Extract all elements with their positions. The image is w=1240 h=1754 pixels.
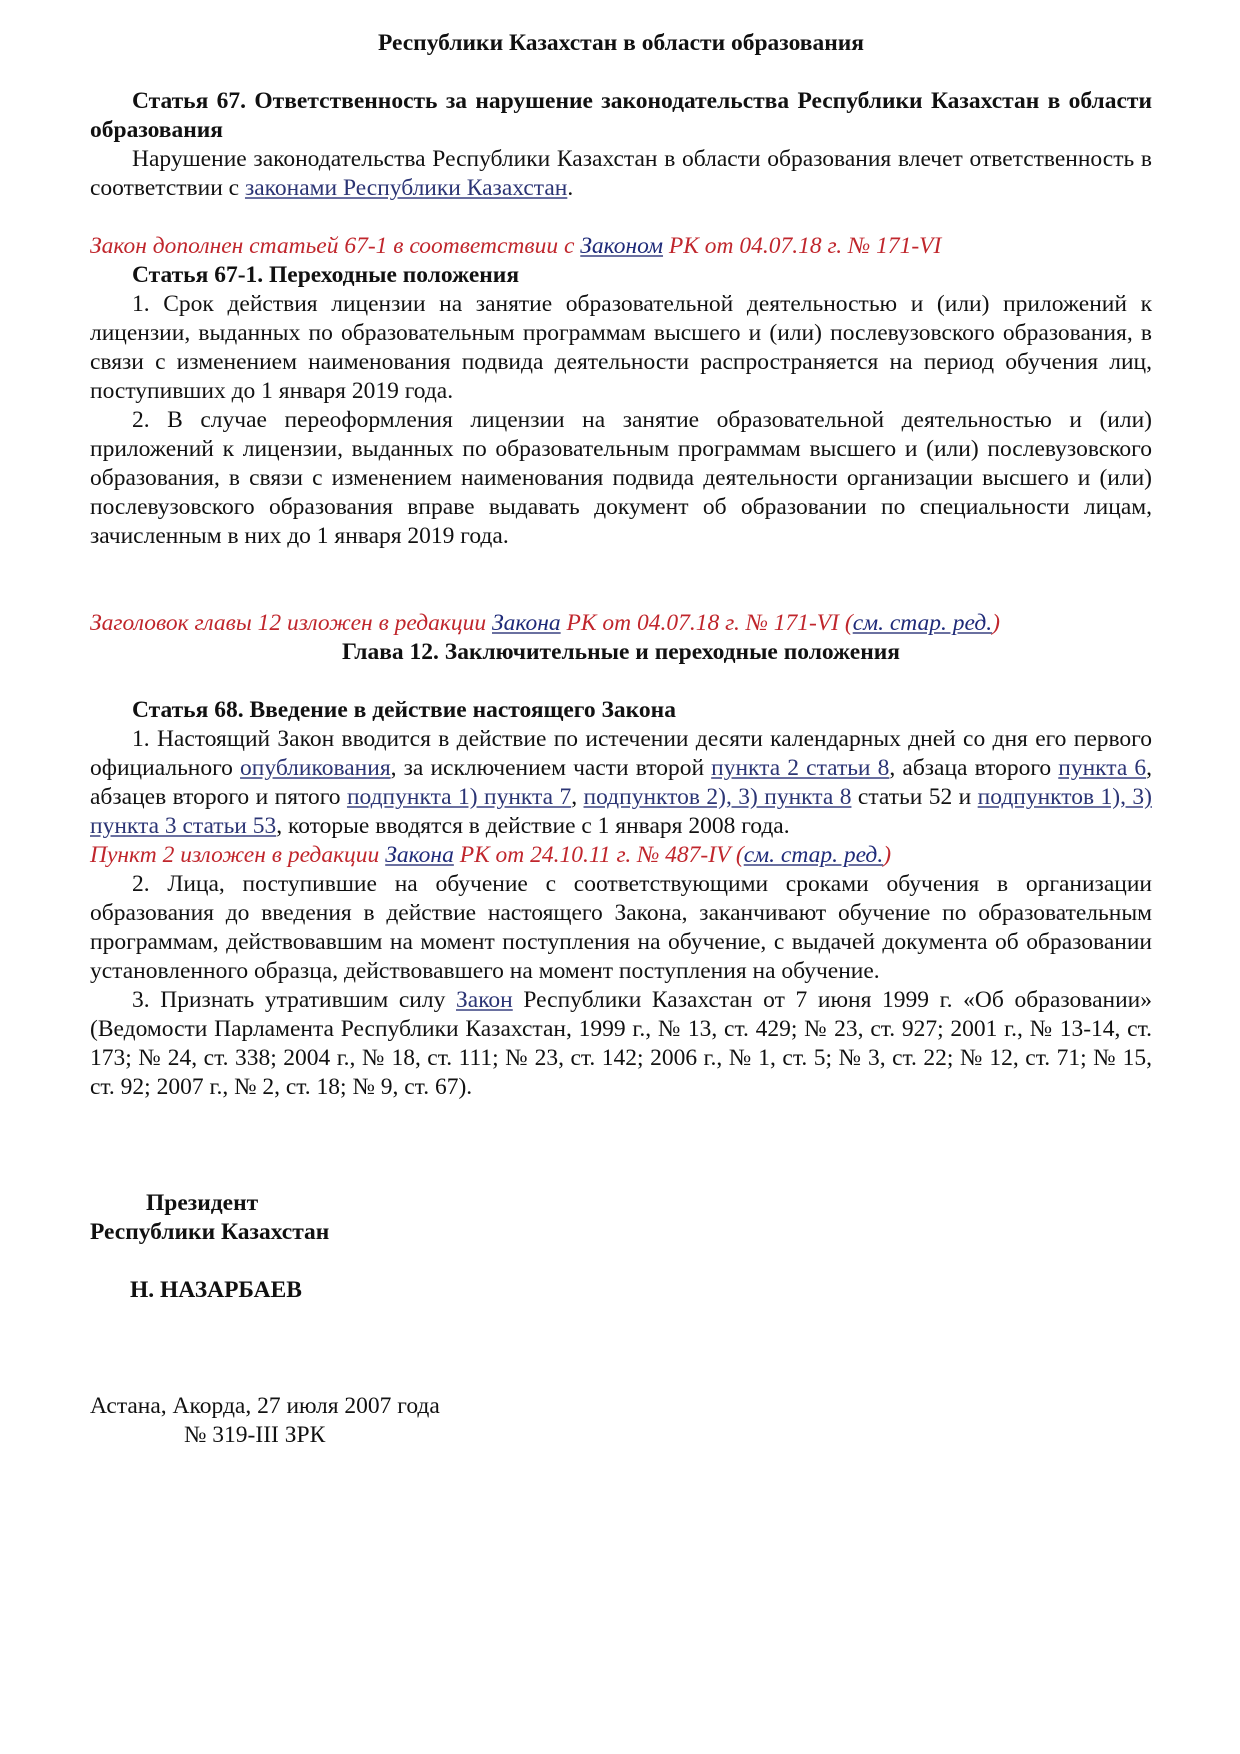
note-text: Пункт 2 изложен в редакции [90, 842, 386, 868]
spacer [90, 1102, 1152, 1189]
old-edition-link-item-2[interactable]: см. стар. ред. [743, 842, 884, 868]
place-date: Астана, Акорда, 27 июля 2007 года [90, 1393, 440, 1419]
law-number: № 319-III ЗРК [184, 1422, 326, 1448]
item-text: Республики Казахстан от 7 июня 1999 г. «Об образовании» (Ведомости Парламента Республики Казахстан, 1999 г., № 13, ст. 429; № 23, ст. 927; 2001 г., № 13-14, ст. 173; № 24, ст. 338; 2004 г., № 18, ст. 111; № 23, ст. 142; 2006 г., № 1, ст. 5; № 3, ст. 22; № 12, ст. 71; № 15, ст. 92; 2007 г., № 2, ст. 18; № 9, ст. 67). [90, 987, 1152, 1100]
header-continuation: Республики Казахстан в области образования [377, 30, 865, 56]
signature-name: Н. НАЗАРБАЕВ [130, 1277, 302, 1303]
note-text-end: РК от 04.07.18 г. № 171-VI [663, 233, 942, 259]
law-1999-link[interactable]: Закон [456, 987, 513, 1013]
item-text: , которые вводятся в действие с 1 января 2008 года. [276, 813, 790, 839]
spacer [90, 551, 1152, 609]
item-text: 3. Признать утратившим силу [132, 987, 456, 1013]
item-text: статьи 52 и [851, 784, 978, 810]
spacer [90, 1305, 1152, 1392]
point-6-link[interactable]: пункта 6 [1058, 755, 1147, 781]
subpoint-1-point-7-link[interactable]: подпункта 1) пункта 7 [346, 784, 572, 810]
note-text-middle: РК от 04.07.18 г. № 171-VI ( [560, 610, 853, 636]
article-67-text-part: Нарушение законодательства Республики Казахстан в области образования влечет ответственность в соответствии с [90, 146, 1152, 201]
law-link-04-07-18[interactable]: Законом [580, 233, 664, 259]
article-68-title: Статья 68. Введение в действие настоящего Закона [132, 697, 676, 723]
note-text-end: ) [883, 842, 892, 868]
spacer [90, 58, 1152, 87]
document-page [90, 29, 1152, 1450]
spacer [90, 203, 1152, 232]
amendment-note-item-2 [90, 841, 1152, 870]
chapter-12-title: Глава 12. Заключительные и переходные положения [341, 639, 901, 665]
article-68-item-2: 2. Лица, поступившие на обучение с соответствующими сроками обучения в организации образования до введения в действие настоящего Закона, заканчивают обучение по образовательным программам, действовавшим на момент поступления на обучение, с выдачей документа об образовании установленного образца, действовавшего на момент поступления на обучение. [90, 871, 1152, 984]
point-2-article-8-link[interactable]: пункта 2 статьи 8 [711, 755, 890, 781]
item-text: , абзаца второго [889, 755, 1059, 781]
law-link-24-10-11[interactable]: Закона [385, 842, 454, 868]
article-67-1-item-1: 1. Срок действия лицензии на занятие образовательной деятельностью и (или) приложений к лицензии, выданных по образовательным программам высшего и (или) послевузовского образования, в связи с изменением наименования подвида деятельности распространяется на период обучения лиц, поступивших до 1 января 2019 года. [90, 291, 1152, 404]
laws-rk-link[interactable]: законами Республики Казахстан [244, 175, 568, 201]
note-text: Закон дополнен статьей 67-1 в соответствии с [90, 233, 581, 259]
amendment-note-67-1 [90, 232, 1152, 261]
amendment-note-chapter-12 [90, 609, 1152, 638]
article-68-item-1 [90, 725, 1152, 841]
spacer [90, 1247, 1152, 1276]
old-edition-link-chapter-12[interactable]: см. стар. ред. [852, 610, 993, 636]
note-text-middle: РК от 24.10.11 г. № 487-IV ( [453, 842, 744, 868]
article-67-text-end: . [567, 175, 574, 201]
article-67-title: Статья 67. Ответственность за нарушение законодательства Республики Казахстан в области образования [90, 88, 1152, 143]
subpoints-1-3-point-3-article-53-link[interactable]: подпунктов 1), 3) пункта 3 статьи 53 [90, 784, 1152, 839]
subpoints-2-3-point-8-link[interactable]: подпунктов 2), 3) пункта 8 [583, 784, 852, 810]
signature-position-line1: Президент [146, 1190, 259, 1216]
publication-link[interactable]: опубликования [240, 755, 391, 781]
signature-position-line2: Республики Казахстан [90, 1219, 330, 1245]
item-text: 1. Настоящий Закон вводится в действие по истечении десяти календарных дней со дня его первого официального [90, 726, 1152, 781]
note-text: Заголовок главы 12 изложен в редакции [90, 610, 492, 636]
note-text-end: ) [992, 610, 1000, 636]
article-67-text [90, 145, 1152, 203]
spacer [90, 667, 1152, 696]
law-link-chapter-12[interactable]: Закона [492, 610, 561, 636]
item-text: , [571, 784, 584, 810]
item-text: , абзацев второго и пятого [90, 755, 1153, 810]
article-68-item-3 [90, 986, 1152, 1102]
article-67-1-item-2: 2. В случае переоформления лицензии на занятие образовательной деятельностью и (или) приложений к лицензии, выданных по образовательным программам высшего и (или) послевузовского образования, в связи с изменением наименования подвида деятельности организации высшего и (или) послевузовского образования вправе выдавать документ об образовании по специальности лицам, зачисленным в них до 1 января 2019 года. [90, 407, 1152, 549]
item-text: , за исключением части второй [390, 755, 712, 781]
article-67-1-title: Статья 67-1. Переходные положения [132, 262, 520, 288]
